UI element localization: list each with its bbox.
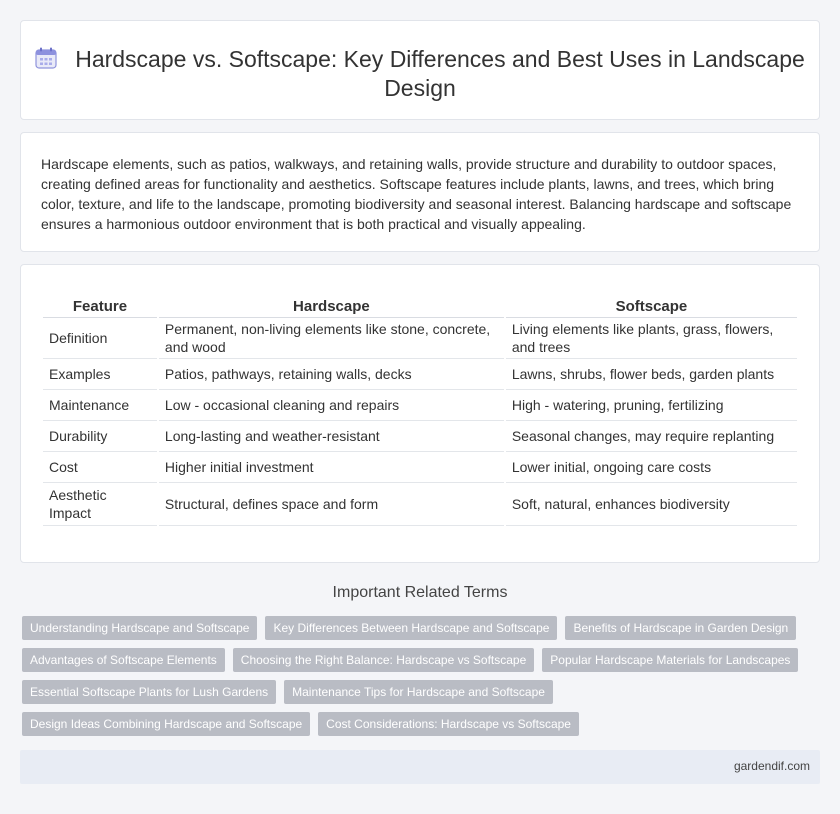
page-title-wrap (21, 45, 819, 103)
footer (20, 750, 820, 784)
row-softscape: Lower initial, ongoing care costs (506, 452, 797, 483)
page-title: Hardscape vs. Softscape: Key Differences and Best Uses in Landscape Design (75, 46, 805, 101)
footer-site[interactable]: gardendif.com (733, 759, 810, 773)
header-softscape: Softscape (506, 295, 797, 318)
tag-row (22, 712, 812, 736)
intro-paragraph: Hardscape elements, such as patios, walkways, and retaining walls, provide structure and durability to outdoor spaces, creating defined areas for functionality and aesthetics. Softscape features include plants, lawns, and trees, which bring color, texture, and life to the landscape, promoting biodiversity and seasonal interest. Balancing hardscape and softscape ensures a harmonious outdoor environment that is both practical and visually appealing. (41, 156, 792, 232)
table-row (43, 452, 797, 483)
row-feature: Cost (43, 452, 157, 483)
calendar-icon (35, 47, 57, 69)
row-feature: Maintenance (43, 390, 157, 421)
comparison-card (20, 264, 820, 563)
related-term-link[interactable]: Benefits of Hardscape in Garden Design (565, 616, 796, 640)
row-softscape: High - watering, pruning, fertilizing (506, 390, 797, 421)
row-softscape: Soft, natural, enhances biodiversity (506, 483, 797, 526)
row-hardscape: Permanent, non-living elements like stone, concrete, and wood (159, 318, 504, 359)
header-card (20, 20, 820, 120)
table-row (43, 390, 797, 421)
related-term-link[interactable]: Maintenance Tips for Hardscape and Softscape (284, 680, 553, 704)
row-softscape: Seasonal changes, may require replanting (506, 421, 797, 452)
intro-card (20, 132, 820, 252)
row-feature: Definition (43, 318, 157, 359)
row-softscape: Lawns, shrubs, flower beds, garden plants (506, 359, 797, 390)
related-terms-list (22, 616, 812, 744)
related-term-link[interactable]: Design Ideas Combining Hardscape and Softscape (22, 712, 310, 736)
table-row (43, 421, 797, 452)
header-feature: Feature (43, 295, 157, 318)
related-term-link[interactable]: Choosing the Right Balance: Hardscape vs Softscape (233, 648, 535, 672)
row-hardscape: Long-lasting and weather-resistant (159, 421, 504, 452)
related-term-link[interactable]: Understanding Hardscape and Softscape (22, 616, 257, 640)
tag-row (22, 616, 812, 640)
related-term-link[interactable]: Advantages of Softscape Elements (22, 648, 225, 672)
row-hardscape: Structural, defines space and form (159, 483, 504, 526)
row-feature: Examples (43, 359, 157, 390)
related-term-link[interactable]: Popular Hardscape Materials for Landscapes (542, 648, 798, 672)
row-softscape: Living elements like plants, grass, flowers, and trees (506, 318, 797, 359)
related-term-link[interactable]: Essential Softscape Plants for Lush Gardens (22, 680, 276, 704)
related-terms-title: Important Related Terms (332, 584, 508, 601)
row-feature: Aesthetic Impact (43, 483, 157, 526)
related-term-link[interactable]: Key Differences Between Hardscape and Softscape (265, 616, 557, 640)
comparison-table (41, 295, 799, 526)
tag-row (22, 680, 812, 704)
row-hardscape: Patios, pathways, retaining walls, decks (159, 359, 504, 390)
table-row (43, 483, 797, 526)
row-hardscape: Higher initial investment (159, 452, 504, 483)
tag-row (22, 648, 812, 672)
row-feature: Durability (43, 421, 157, 452)
row-hardscape: Low - occasional cleaning and repairs (159, 390, 504, 421)
table-row (43, 318, 797, 359)
header-hardscape: Hardscape (159, 295, 504, 318)
related-term-link[interactable]: Cost Considerations: Hardscape vs Softscape (318, 712, 579, 736)
table-header-row (43, 295, 797, 318)
table-row (43, 359, 797, 390)
